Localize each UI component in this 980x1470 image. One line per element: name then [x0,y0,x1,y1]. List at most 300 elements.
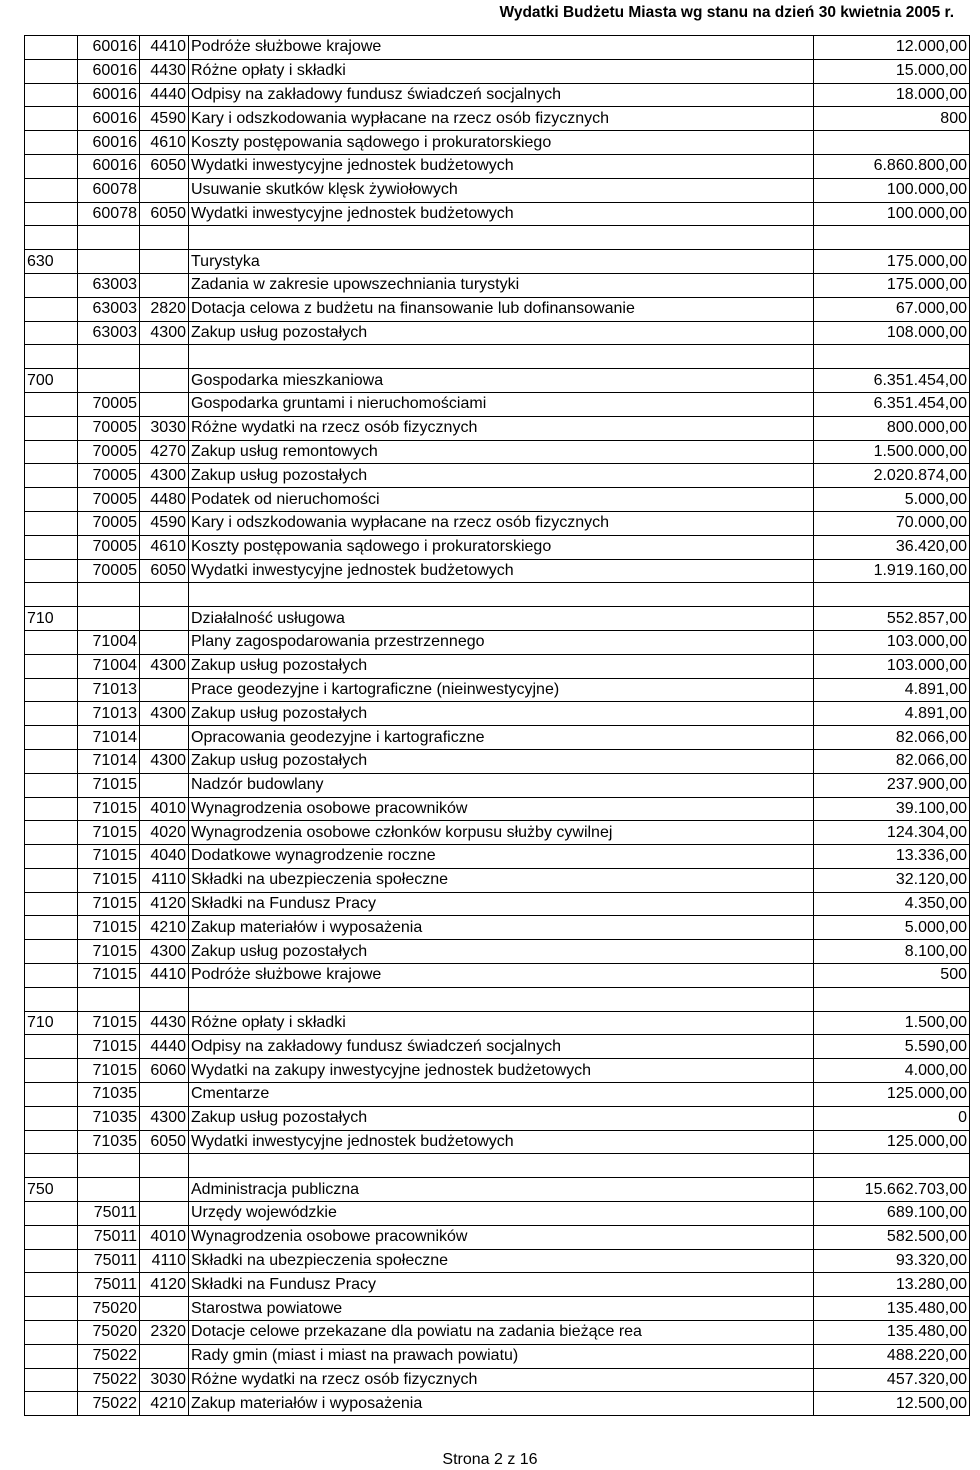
table-row [25,345,970,369]
cell-nazwa: Urzędy wojewódzkie [189,1202,814,1226]
cell-dzial [25,1273,78,1297]
cell-nazwa: Podróże służbowe krajowe [189,964,814,988]
table-row [25,1249,970,1273]
cell-rozdzial [78,250,140,274]
cell-kwota: 457.320,00 [814,1368,970,1392]
cell-nazwa: Różne wydatki na rzecz osób fizycznych [189,416,814,440]
table-row [25,1011,970,1035]
cell-kwota: 100.000,00 [814,178,970,202]
table-row [25,1106,970,1130]
cell-rozdzial: 71004 [78,654,140,678]
table-row [25,845,970,869]
cell-kwota [814,1154,970,1178]
cell-dzial [25,583,78,607]
cell-rozdzial: 71015 [78,797,140,821]
cell-rozdzial: 60016 [78,36,140,60]
cell-nazwa: Plany zagospodarowania przestrzennego [189,630,814,654]
cell-rozdzial [78,226,140,250]
cell-paragraf [140,773,189,797]
cell-dzial [25,1059,78,1083]
cell-paragraf: 4120 [140,1273,189,1297]
cell-nazwa [189,345,814,369]
cell-dzial [25,678,78,702]
cell-kwota: 100.000,00 [814,202,970,226]
cell-kwota [814,345,970,369]
cell-kwota: 67.000,00 [814,297,970,321]
cell-nazwa: Wydatki inwestycyjne jednostek budżetowych [189,202,814,226]
table-row [25,369,970,393]
cell-kwota: 0 [814,1106,970,1130]
table-row [25,868,970,892]
cell-kwota: 103.000,00 [814,654,970,678]
cell-rozdzial: 70005 [78,464,140,488]
cell-paragraf: 4590 [140,511,189,535]
table-row [25,83,970,107]
cell-rozdzial [78,1154,140,1178]
table-row [25,916,970,940]
cell-nazwa: Zakup usług pozostałych [189,321,814,345]
cell-rozdzial: 71013 [78,702,140,726]
cell-dzial [25,392,78,416]
cell-dzial [25,1392,78,1416]
cell-rozdzial: 70005 [78,392,140,416]
cell-paragraf: 4430 [140,1011,189,1035]
cell-nazwa: Różne opłaty i składki [189,1011,814,1035]
cell-kwota: 135.480,00 [814,1297,970,1321]
cell-rozdzial: 75020 [78,1297,140,1321]
cell-nazwa: Gospodarka mieszkaniowa [189,369,814,393]
cell-dzial [25,59,78,83]
table-row [25,488,970,512]
cell-rozdzial: 60078 [78,178,140,202]
cell-dzial [25,1249,78,1273]
cell-rozdzial: 60016 [78,59,140,83]
cell-rozdzial: 75022 [78,1368,140,1392]
cell-paragraf: 4110 [140,868,189,892]
table-row [25,1154,970,1178]
table-row [25,154,970,178]
cell-paragraf [140,226,189,250]
cell-kwota [814,583,970,607]
cell-dzial [25,1202,78,1226]
cell-paragraf: 6050 [140,202,189,226]
cell-kwota: 4.350,00 [814,892,970,916]
cell-paragraf: 3030 [140,416,189,440]
table-row [25,940,970,964]
cell-nazwa: Dotacja celowa z budżetu na finansowanie lub dofinansowanie [189,297,814,321]
cell-rozdzial: 71013 [78,678,140,702]
cell-kwota: 93.320,00 [814,1249,970,1273]
cell-paragraf: 6060 [140,1059,189,1083]
table-row [25,107,970,131]
cell-nazwa: Składki na Fundusz Pracy [189,1273,814,1297]
cell-rozdzial: 71015 [78,1059,140,1083]
cell-paragraf [140,1154,189,1178]
cell-paragraf [140,369,189,393]
cell-kwota: 6.351.454,00 [814,392,970,416]
cell-rozdzial: 71014 [78,749,140,773]
table-row [25,392,970,416]
cell-paragraf: 4410 [140,964,189,988]
cell-kwota: 1.500,00 [814,1011,970,1035]
cell-nazwa: Nadzór budowlany [189,773,814,797]
cell-paragraf [140,726,189,750]
cell-nazwa: Różne opłaty i składki [189,59,814,83]
cell-kwota: 36.420,00 [814,535,970,559]
cell-paragraf: 3030 [140,1368,189,1392]
cell-rozdzial: 63003 [78,273,140,297]
cell-dzial [25,1344,78,1368]
table-row [25,464,970,488]
cell-dzial [25,940,78,964]
cell-kwota: 4.000,00 [814,1059,970,1083]
cell-rozdzial [78,1178,140,1202]
cell-rozdzial: 71015 [78,892,140,916]
table-row [25,1297,970,1321]
cell-nazwa: Zakup materiałów i wyposażenia [189,916,814,940]
cell-rozdzial: 71004 [78,630,140,654]
cell-dzial [25,821,78,845]
cell-kwota: 103.000,00 [814,630,970,654]
cell-nazwa [189,987,814,1011]
table-row [25,1130,970,1154]
cell-nazwa: Wynagrodzenia osobowe członków korpusu służby cywilnej [189,821,814,845]
cell-kwota: 488.220,00 [814,1344,970,1368]
cell-nazwa: Usuwanie skutków klęsk żywiołowych [189,178,814,202]
cell-dzial [25,964,78,988]
cell-dzial [25,892,78,916]
cell-nazwa: Zakup usług pozostałych [189,940,814,964]
cell-kwota: 1.500.000,00 [814,440,970,464]
cell-nazwa: Rady gmin (miast i miast na prawach powiatu) [189,1344,814,1368]
page-number: Strona 2 z 16 [442,1451,538,1468]
cell-paragraf [140,1083,189,1107]
cell-paragraf: 6050 [140,154,189,178]
cell-kwota: 5.590,00 [814,1035,970,1059]
cell-nazwa: Podatek od nieruchomości [189,488,814,512]
cell-kwota: 124.304,00 [814,821,970,845]
cell-paragraf: 4300 [140,749,189,773]
cell-dzial [25,511,78,535]
cell-paragraf [140,1178,189,1202]
cell-paragraf: 4010 [140,797,189,821]
cell-rozdzial [78,345,140,369]
table-row [25,535,970,559]
cell-rozdzial: 75022 [78,1392,140,1416]
cell-dzial [25,559,78,583]
cell-dzial [25,345,78,369]
cell-dzial [25,868,78,892]
cell-nazwa: Wydatki inwestycyjne jednostek budżetowych [189,1130,814,1154]
cell-dzial: 700 [25,369,78,393]
cell-dzial [25,845,78,869]
cell-kwota: 582.500,00 [814,1225,970,1249]
cell-dzial: 750 [25,1178,78,1202]
cell-paragraf: 4040 [140,845,189,869]
table-row [25,1368,970,1392]
table-row [25,964,970,988]
cell-kwota: 32.120,00 [814,868,970,892]
table-row [25,1273,970,1297]
cell-rozdzial: 71015 [78,821,140,845]
cell-rozdzial: 70005 [78,535,140,559]
cell-nazwa: Zakup usług pozostałych [189,654,814,678]
cell-kwota: 689.100,00 [814,1202,970,1226]
cell-dzial [25,1225,78,1249]
table-row [25,702,970,726]
cell-paragraf [140,1344,189,1368]
cell-rozdzial: 71015 [78,940,140,964]
cell-dzial [25,297,78,321]
cell-dzial [25,83,78,107]
cell-kwota: 800.000,00 [814,416,970,440]
cell-kwota: 2.020.874,00 [814,464,970,488]
cell-paragraf [140,273,189,297]
table-row [25,559,970,583]
cell-rozdzial: 71015 [78,868,140,892]
cell-rozdzial: 71015 [78,916,140,940]
cell-kwota: 175.000,00 [814,250,970,274]
table-row [25,749,970,773]
cell-paragraf: 4120 [140,892,189,916]
cell-kwota: 800 [814,107,970,131]
cell-paragraf [140,607,189,631]
table-row [25,797,970,821]
cell-nazwa: Prace geodezyjne i kartograficzne (nieinwestycyjne) [189,678,814,702]
cell-nazwa [189,583,814,607]
cell-dzial [25,131,78,155]
cell-nazwa: Wynagrodzenia osobowe pracowników [189,797,814,821]
cell-paragraf: 4440 [140,1035,189,1059]
cell-dzial [25,1154,78,1178]
table-row [25,440,970,464]
cell-dzial [25,1130,78,1154]
table-row [25,178,970,202]
cell-rozdzial: 71015 [78,964,140,988]
cell-rozdzial: 75011 [78,1202,140,1226]
cell-nazwa: Działalność usługowa [189,607,814,631]
cell-nazwa: Turystyka [189,250,814,274]
table-row [25,1083,970,1107]
table-row [25,1225,970,1249]
cell-paragraf [140,250,189,274]
cell-dzial [25,654,78,678]
cell-kwota: 15.662.703,00 [814,1178,970,1202]
cell-paragraf [140,987,189,1011]
cell-nazwa: Koszty postępowania sądowego i prokuratorskiego [189,131,814,155]
cell-rozdzial: 75011 [78,1249,140,1273]
table-row [25,273,970,297]
cell-paragraf [140,345,189,369]
table-row [25,226,970,250]
cell-rozdzial [78,607,140,631]
cell-kwota: 108.000,00 [814,321,970,345]
cell-nazwa: Zakup usług pozostałych [189,702,814,726]
cell-paragraf [140,678,189,702]
table-row [25,583,970,607]
cell-paragraf: 6050 [140,559,189,583]
cell-dzial [25,321,78,345]
cell-paragraf: 4410 [140,36,189,60]
cell-kwota: 13.280,00 [814,1273,970,1297]
cell-dzial [25,1035,78,1059]
cell-nazwa: Opracowania geodezyjne i kartograficzne [189,726,814,750]
cell-rozdzial: 75011 [78,1225,140,1249]
cell-dzial [25,202,78,226]
cell-rozdzial: 70005 [78,488,140,512]
cell-paragraf: 4480 [140,488,189,512]
cell-rozdzial: 70005 [78,511,140,535]
cell-rozdzial: 60016 [78,83,140,107]
cell-dzial [25,630,78,654]
table-row [25,1202,970,1226]
cell-dzial [25,1368,78,1392]
cell-nazwa: Kary i odszkodowania wypłacane na rzecz osób fizycznych [189,107,814,131]
cell-dzial [25,1321,78,1345]
cell-paragraf: 4430 [140,59,189,83]
cell-dzial [25,273,78,297]
cell-dzial: 630 [25,250,78,274]
cell-dzial: 710 [25,607,78,631]
cell-nazwa: Administracja publiczna [189,1178,814,1202]
cell-nazwa: Dodatkowe wynagrodzenie roczne [189,845,814,869]
cell-dzial [25,535,78,559]
table-row [25,36,970,60]
cell-kwota: 500 [814,964,970,988]
cell-kwota: 4.891,00 [814,678,970,702]
cell-nazwa: Składki na ubezpieczenia społeczne [189,1249,814,1273]
cell-rozdzial: 71015 [78,773,140,797]
cell-nazwa: Różne wydatki na rzecz osób fizycznych [189,1368,814,1392]
cell-paragraf: 6050 [140,1130,189,1154]
cell-rozdzial: 60016 [78,107,140,131]
cell-kwota [814,987,970,1011]
cell-rozdzial: 71015 [78,1011,140,1035]
table-row [25,297,970,321]
cell-kwota [814,226,970,250]
cell-nazwa: Podróże służbowe krajowe [189,36,814,60]
table-row [25,987,970,1011]
cell-kwota: 175.000,00 [814,273,970,297]
cell-nazwa: Zakup usług remontowych [189,440,814,464]
cell-paragraf [140,583,189,607]
cell-nazwa: Zadania w zakresie upowszechniania turystyki [189,273,814,297]
table-row [25,1035,970,1059]
cell-kwota: 5.000,00 [814,916,970,940]
cell-dzial [25,1106,78,1130]
table-row [25,607,970,631]
cell-paragraf [140,1297,189,1321]
cell-paragraf: 4210 [140,1392,189,1416]
cell-paragraf: 4610 [140,535,189,559]
table-row [25,59,970,83]
table-row [25,773,970,797]
cell-paragraf: 4300 [140,702,189,726]
cell-paragraf: 4590 [140,107,189,131]
cell-rozdzial: 75022 [78,1344,140,1368]
cell-rozdzial: 60016 [78,131,140,155]
cell-kwota: 12.000,00 [814,36,970,60]
cell-kwota: 552.857,00 [814,607,970,631]
cell-nazwa: Koszty postępowania sądowego i prokuratorskiego [189,535,814,559]
cell-nazwa: Odpisy na zakładowy fundusz świadczeń socjalnych [189,1035,814,1059]
cell-paragraf: 4300 [140,940,189,964]
cell-nazwa: Cmentarze [189,1083,814,1107]
cell-paragraf: 4610 [140,131,189,155]
cell-dzial [25,226,78,250]
cell-rozdzial: 71035 [78,1130,140,1154]
cell-rozdzial: 75020 [78,1321,140,1345]
cell-rozdzial [78,369,140,393]
cell-rozdzial: 71035 [78,1106,140,1130]
cell-nazwa: Wydatki inwestycyjne jednostek budżetowych [189,559,814,583]
cell-dzial [25,916,78,940]
table-row [25,654,970,678]
table-row [25,131,970,155]
cell-kwota: 6.351.454,00 [814,369,970,393]
cell-paragraf: 2820 [140,297,189,321]
cell-dzial [25,773,78,797]
cell-nazwa [189,226,814,250]
table-row [25,892,970,916]
cell-nazwa [189,1154,814,1178]
table-row [25,1321,970,1345]
cell-kwota: 12.500,00 [814,1392,970,1416]
cell-rozdzial: 70005 [78,559,140,583]
cell-paragraf [140,178,189,202]
cell-kwota: 82.066,00 [814,726,970,750]
cell-rozdzial: 71015 [78,1035,140,1059]
cell-nazwa: Zakup usług pozostałych [189,1106,814,1130]
table-row [25,821,970,845]
cell-rozdzial: 75011 [78,1273,140,1297]
cell-kwota: 135.480,00 [814,1321,970,1345]
cell-rozdzial: 71014 [78,726,140,750]
cell-dzial [25,488,78,512]
cell-dzial [25,749,78,773]
cell-rozdzial: 60016 [78,154,140,178]
cell-paragraf: 4020 [140,821,189,845]
cell-paragraf: 4300 [140,1106,189,1130]
table-row [25,321,970,345]
cell-paragraf: 4440 [140,83,189,107]
cell-rozdzial [78,987,140,1011]
cell-dzial [25,36,78,60]
cell-dzial [25,107,78,131]
table-row [25,630,970,654]
cell-paragraf [140,1202,189,1226]
cell-nazwa: Wydatki na zakupy inwestycyjne jednostek budżetowych [189,1059,814,1083]
cell-rozdzial: 71035 [78,1083,140,1107]
cell-paragraf: 4010 [140,1225,189,1249]
budget-table [24,35,970,1416]
cell-rozdzial: 71015 [78,845,140,869]
cell-kwota: 39.100,00 [814,797,970,821]
cell-kwota: 82.066,00 [814,749,970,773]
cell-paragraf: 4300 [140,321,189,345]
cell-paragraf [140,630,189,654]
cell-nazwa: Kary i odszkodowania wypłacane na rzecz osób fizycznych [189,511,814,535]
table-row [25,511,970,535]
cell-paragraf: 4300 [140,654,189,678]
table-row [25,202,970,226]
cell-kwota [814,131,970,155]
cell-nazwa: Odpisy na zakładowy fundusz świadczeń socjalnych [189,83,814,107]
cell-nazwa: Zakup usług pozostałych [189,749,814,773]
cell-dzial [25,154,78,178]
table-row [25,678,970,702]
cell-nazwa: Gospodarka gruntami i nieruchomościami [189,392,814,416]
